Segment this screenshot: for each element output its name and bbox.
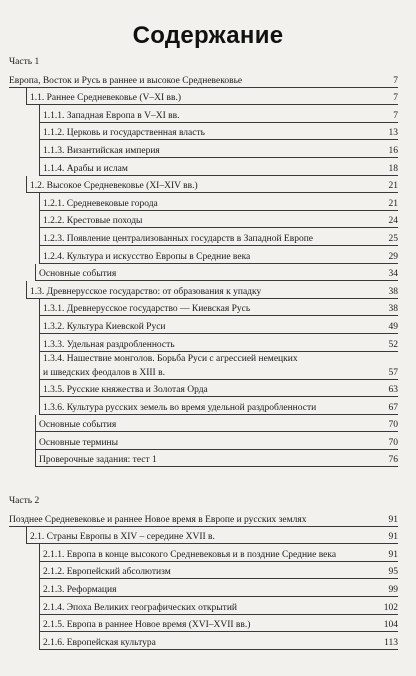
toc-indent-rule [39, 632, 40, 650]
toc-underline [39, 649, 398, 650]
toc-entry-title: 1.1.4. Арабы и ислам [43, 163, 128, 174]
toc-entry-title: 1.3. Древнерусское государство: от образования к упадку [30, 286, 262, 297]
toc-page-number: 13 [388, 128, 398, 139]
toc-part-1 [0, 70, 416, 467]
toc-entry-title: 2.1.1. Европа в конце высокого Средневековья и в поздние Средние века [43, 549, 337, 560]
toc-entry [0, 70, 416, 88]
toc-indent-rule [39, 544, 40, 562]
toc-entry-title: 1.3.5. Русские княжества и Золотая Орда [43, 385, 208, 396]
toc-entry-title: 1.3.3. Удельная раздробленность [43, 339, 175, 350]
toc-entry-title: 1.2.2. Крестовые походы [43, 216, 143, 227]
toc-indent-rule [35, 264, 36, 282]
toc-page-number: 16 [388, 145, 398, 156]
toc-indent-rule [39, 334, 40, 352]
toc-indent-rule [39, 105, 40, 123]
toc-entry-title: 1.2.4. Культура и искусство Европы в Средние века [43, 251, 251, 262]
toc-indent-rule [39, 123, 40, 141]
toc-entry [0, 105, 416, 123]
toc-page-number: 29 [388, 251, 398, 262]
toc-indent-rule [39, 211, 40, 229]
toc-entry [0, 615, 416, 633]
toc-entry-title-continued: и шведских феодалов в XIII в. [43, 367, 165, 378]
toc-entry [0, 334, 416, 352]
toc-entry [0, 597, 416, 615]
toc-page-number: 70 [388, 420, 398, 431]
toc-entry [0, 281, 416, 299]
toc-page-number: 70 [388, 437, 398, 448]
toc-indent-rule [39, 397, 40, 415]
toc-entry-title: 1.2. Высокое Средневековье (XI–XIV вв.) [30, 181, 198, 192]
toc-entry-title: Европа, Восток и Русь в раннее и высокое Средневековье [9, 75, 243, 86]
toc-page-number: 34 [388, 269, 398, 280]
toc-indent-rule [39, 316, 40, 334]
toc-entry-title: 1.3.6. Культура русских земель во время удельной раздробленности [43, 402, 317, 413]
toc-entry-title: 1.1. Раннее Средневековье (V–XI вв.) [30, 93, 182, 104]
part-1-heading: Часть 1 [9, 57, 40, 67]
toc-page-number: 95 [388, 567, 398, 578]
toc-entry [0, 176, 416, 194]
toc-entry [0, 432, 416, 450]
toc-entry [0, 264, 416, 282]
toc-underline [35, 466, 398, 467]
toc-entry [0, 562, 416, 580]
toc-page-number: 7 [393, 110, 398, 121]
toc-indent-rule [26, 176, 27, 194]
toc-entry-title: 1.2.1. Средневековые города [43, 198, 158, 209]
toc-page-number: 38 [388, 304, 398, 315]
page-title: Содержание [132, 22, 284, 49]
toc-page-number: 99 [388, 584, 398, 595]
toc-indent-rule [39, 158, 40, 176]
toc-entry [0, 579, 416, 597]
toc-entry-title: 2.1.6. Европейская культура [43, 637, 156, 648]
toc-entry [0, 380, 416, 398]
toc-page-number: 102 [383, 602, 398, 613]
toc-indent-rule [39, 562, 40, 580]
part-2-heading: Часть 2 [9, 496, 40, 506]
toc-entry [0, 632, 416, 650]
toc-entry [0, 211, 416, 229]
toc-indent-rule [39, 246, 40, 264]
toc-entry [0, 316, 416, 334]
toc-indent-rule [39, 299, 40, 317]
toc-entry-title: 1.1.1. Западная Европа в V–XI вв. [43, 110, 180, 121]
toc-page-number: 38 [388, 286, 398, 297]
toc-entry [0, 299, 416, 317]
toc-indent-rule [39, 615, 40, 633]
toc-page-number: 49 [388, 321, 398, 332]
toc-entry-title: 1.3.4. Нашествие монголов. Борьба Руси с агрессией немецких [43, 353, 298, 364]
toc-entry-title: Основные события [39, 420, 117, 431]
toc-page-number: 7 [393, 93, 398, 104]
toc-page-number: 63 [388, 385, 398, 396]
toc-entry [0, 246, 416, 264]
toc-entry [0, 228, 416, 246]
toc-page-number: 76 [388, 455, 398, 466]
toc-entry [0, 193, 416, 211]
toc-indent-rule [26, 527, 27, 545]
toc-indent-rule [39, 597, 40, 615]
toc-indent-rule [39, 193, 40, 211]
toc-entry-title: 1.3.1. Древнерусское государство — Киевская Русь [43, 304, 251, 315]
toc-page-number: 91 [388, 532, 398, 543]
toc-indent-rule [35, 432, 36, 450]
toc-page-number: 57 [388, 367, 398, 378]
toc-page-number: 24 [388, 216, 398, 227]
toc-entry-title: 1.3.2. Культура Киевской Руси [43, 321, 166, 332]
toc-entry-title: Проверочные задания: тест 1 [39, 455, 157, 466]
toc-page-number: 21 [388, 181, 398, 192]
toc-page-number: 91 [388, 549, 398, 560]
toc-indent-rule [39, 579, 40, 597]
toc-entry-title: 1.1.2. Церковь и государственная власть [43, 128, 205, 139]
toc-entry-title: Основные термины [39, 437, 118, 448]
toc-page-number: 25 [388, 233, 398, 244]
toc-indent-rule [39, 352, 40, 380]
toc-entry [0, 123, 416, 141]
toc-indent-rule [35, 450, 36, 468]
toc-page-number: 91 [388, 514, 398, 525]
toc-entry-title: 2.1.2. Европейский абсолютизм [43, 567, 171, 578]
toc-page-number: 18 [388, 163, 398, 174]
toc-page-number: 104 [383, 620, 398, 631]
toc-entry [0, 352, 416, 380]
toc-page-number: 21 [388, 198, 398, 209]
toc-entry-title: Основные события [39, 269, 117, 280]
toc-entry [0, 415, 416, 433]
toc-entry [0, 397, 416, 415]
toc-page-number: 67 [388, 402, 398, 413]
toc-page-number: 7 [393, 75, 398, 86]
toc-entry [0, 527, 416, 545]
toc-entry-title: 1.2.3. Появление централизованных государств в Западной Европе [43, 233, 313, 244]
toc-entry [0, 88, 416, 106]
toc-indent-rule [39, 140, 40, 158]
toc-entry [0, 140, 416, 158]
toc-indent-rule [26, 88, 27, 106]
toc-entry-title: 2.1. Страны Европы в XIV – середине XVII в. [30, 532, 215, 543]
toc-entry-title: 2.1.4. Эпоха Великих географических открытий [43, 602, 237, 613]
toc-entry [0, 509, 416, 527]
toc-indent-rule [39, 380, 40, 398]
toc-entry [0, 450, 416, 468]
toc-part-2 [0, 509, 416, 650]
toc-entry-title: Позднее Средневековье и раннее Новое время в Европе и русских землях [9, 514, 307, 525]
toc-entry-title: 1.1.3. Византийская империя [43, 145, 160, 156]
toc-indent-rule [35, 415, 36, 433]
toc-indent-rule [26, 281, 27, 299]
toc-page-number: 52 [388, 339, 398, 350]
toc-indent-rule [39, 228, 40, 246]
toc-entry-title: 2.1.5. Европа в раннее Новое время (XVI–XVII вв.) [43, 620, 251, 631]
toc-entry [0, 158, 416, 176]
toc-page-number: 113 [384, 637, 398, 648]
toc-entry [0, 544, 416, 562]
toc-entry-title: 2.1.3. Реформация [43, 584, 117, 595]
